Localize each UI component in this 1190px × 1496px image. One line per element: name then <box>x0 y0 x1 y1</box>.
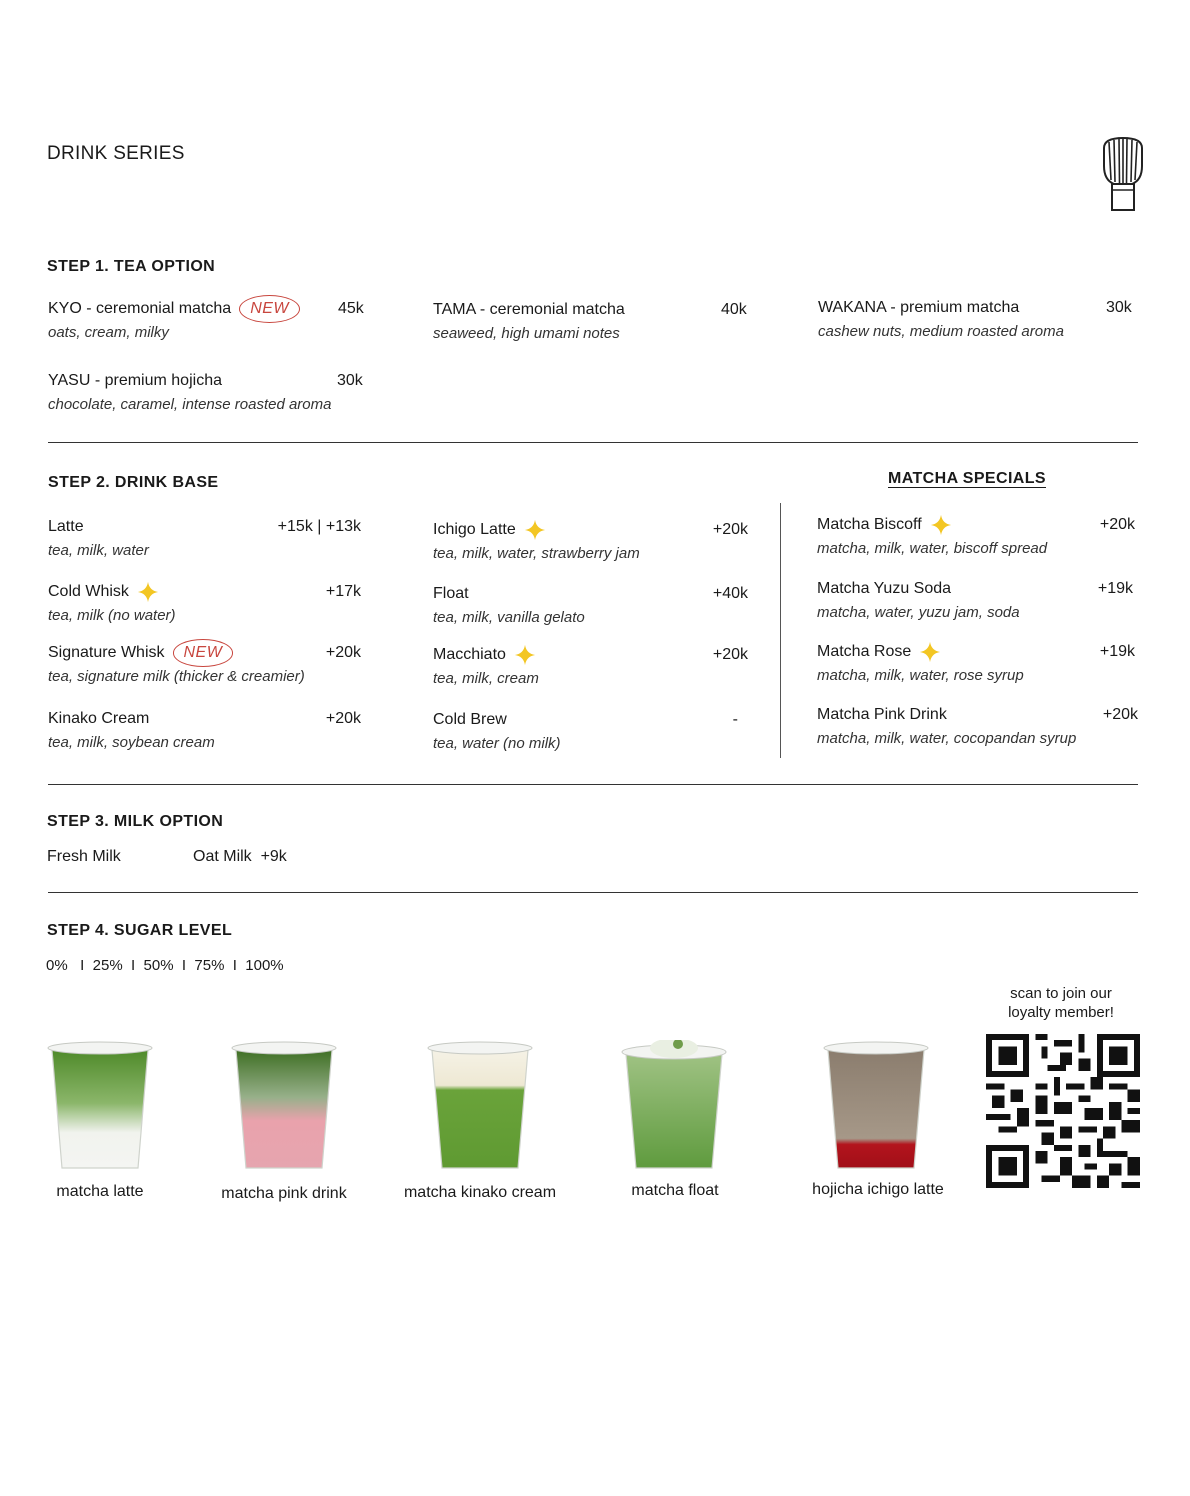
item-name: Cold Whisk <box>48 583 129 600</box>
matcha-kinako-cream-cup-image <box>426 1040 534 1172</box>
divider <box>48 442 1138 443</box>
matcha-float-cup-image <box>620 1040 728 1172</box>
item-desc: matcha, milk, water, biscoff spread <box>817 540 1048 557</box>
item-price: 30k <box>337 372 363 389</box>
item-desc: tea, water (no milk) <box>433 735 561 752</box>
item-desc: tea, milk, vanilla gelato <box>433 609 585 626</box>
item-name: Ichigo Latte <box>433 521 516 538</box>
step1-heading: STEP 1. TEA OPTION <box>47 258 216 275</box>
cup-label: matcha pink drink <box>221 1185 347 1202</box>
item-name: Matcha Biscoff <box>817 516 922 533</box>
item-price: 30k <box>1106 299 1132 316</box>
item-desc: tea, signature milk (thicker & creamier) <box>48 668 305 685</box>
new-badge: NEW <box>173 639 234 667</box>
special-matcha-rose <box>817 639 1135 684</box>
cup-label: hojicha ichigo latte <box>812 1181 944 1198</box>
drink-base-macchiato <box>433 642 748 687</box>
drink-base-cold-whisk <box>48 579 364 624</box>
tea-option-wakana <box>818 295 1138 340</box>
item-desc: tea, milk (no water) <box>48 607 176 624</box>
drink-base-float <box>433 581 748 626</box>
item-name: YASU - premium hojicha <box>48 372 222 389</box>
item-price: +20k <box>1102 706 1138 723</box>
item-name: Matcha Rose <box>817 643 912 660</box>
special-matcha-yuzu-soda <box>817 576 1135 621</box>
page-title: DRINK SERIES <box>47 143 185 164</box>
item-name: WAKANA - premium matcha <box>818 299 1020 316</box>
milk-option-fresh: Fresh Milk <box>47 848 121 865</box>
new-badge: NEW <box>239 295 300 323</box>
sugar-levels: 0% I 25% I 50% I 75% I 100% <box>46 957 284 974</box>
column-divider <box>780 503 781 758</box>
item-price: +20k <box>712 521 748 538</box>
milk-option-oat: Oat Milk +9k <box>193 848 287 865</box>
item-desc: tea, milk, soybean cream <box>48 734 215 751</box>
item-price: +20k <box>325 644 361 661</box>
item-name: Float <box>433 585 469 602</box>
cup-label: matcha float <box>631 1182 719 1199</box>
special-matcha-pink-drink <box>817 702 1138 747</box>
hojicha-ichigo-latte-cup-image <box>822 1040 930 1172</box>
sparkle-star-icon <box>930 514 952 536</box>
drink-base-cold-brew <box>433 707 748 752</box>
item-price: +20k <box>325 710 361 727</box>
item-desc: tea, milk, water <box>48 542 149 559</box>
item-price: +15k | +13k <box>277 518 361 535</box>
item-price: +20k <box>1099 516 1135 533</box>
drink-base-kinako-cream <box>48 706 364 751</box>
item-desc: tea, milk, cream <box>433 670 539 687</box>
tea-option-kyo <box>48 296 368 341</box>
matcha-pink-drink-cup-image <box>230 1040 338 1172</box>
item-price: +19k <box>1099 643 1135 660</box>
item-price: +19k <box>1097 580 1133 597</box>
item-desc: chocolate, caramel, intense roasted aroma <box>48 396 332 413</box>
drink-base-latte <box>48 514 364 559</box>
item-name: Signature Whisk <box>48 644 165 661</box>
item-name: Macchiato <box>433 646 506 663</box>
drink-base-signature-whisk <box>48 640 364 685</box>
item-price: - <box>732 711 738 728</box>
item-desc: oats, cream, milky <box>48 324 169 341</box>
sparkle-star-icon <box>137 581 159 603</box>
item-name: Matcha Pink Drink <box>817 706 947 723</box>
step3-heading: STEP 3. MILK OPTION <box>47 813 224 830</box>
item-desc: matcha, water, yuzu jam, soda <box>817 604 1020 621</box>
matcha-whisk-icon <box>1098 136 1148 214</box>
sparkle-star-icon <box>514 644 536 666</box>
item-name: Kinako Cream <box>48 710 150 727</box>
item-name: KYO - ceremonial matcha <box>48 300 232 317</box>
item-desc: matcha, milk, water, rose syrup <box>817 667 1024 684</box>
sparkle-star-icon <box>919 641 941 663</box>
cup-label: matcha kinako cream <box>403 1184 557 1201</box>
item-name: Latte <box>48 518 84 535</box>
item-desc: matcha, milk, water, cocopandan syrup <box>817 730 1077 747</box>
item-desc: seaweed, high umami notes <box>433 325 620 342</box>
tea-option-yasu <box>48 368 368 413</box>
divider <box>48 784 1138 785</box>
item-price: +20k <box>712 646 748 663</box>
matcha-latte-cup-image <box>46 1040 154 1172</box>
item-price: 45k <box>338 300 364 317</box>
sparkle-star-icon <box>524 519 546 541</box>
drink-base-ichigo-latte <box>433 517 748 562</box>
item-desc: cashew nuts, medium roasted aroma <box>818 323 1064 340</box>
item-name: Matcha Yuzu Soda <box>817 580 952 597</box>
item-price: +40k <box>712 585 748 602</box>
matcha-specials-heading: MATCHA SPECIALS <box>888 470 1046 487</box>
step4-heading: STEP 4. SUGAR LEVEL <box>47 922 233 939</box>
item-name: TAMA - ceremonial matcha <box>433 301 625 318</box>
loyalty-qr-code[interactable] <box>986 1034 1140 1188</box>
step2-heading: STEP 2. DRINK BASE <box>48 474 219 491</box>
item-desc: tea, milk, water, strawberry jam <box>433 545 640 562</box>
item-price: +17k <box>325 583 361 600</box>
divider <box>48 892 1138 893</box>
special-matcha-biscoff <box>817 512 1135 557</box>
cup-label: matcha latte <box>56 1183 144 1200</box>
tea-option-tama <box>433 297 753 342</box>
qr-caption: scan to join our loyalty member! <box>1008 985 1114 1021</box>
item-price: 40k <box>721 301 747 318</box>
item-name: Cold Brew <box>433 711 507 728</box>
